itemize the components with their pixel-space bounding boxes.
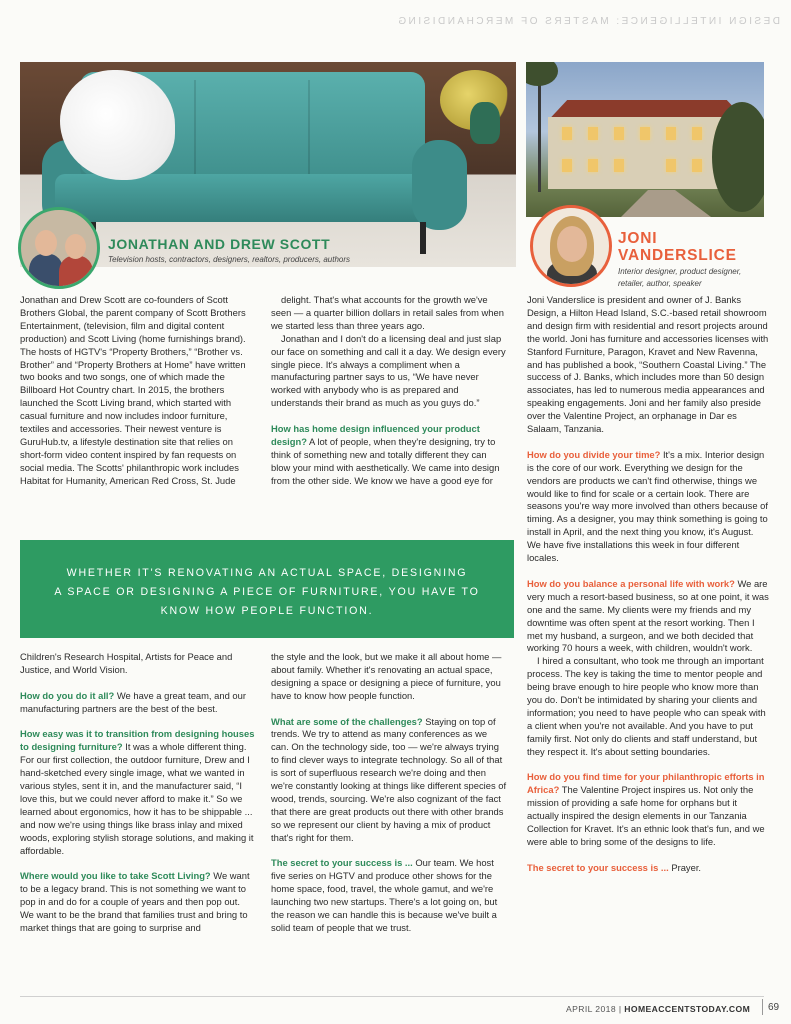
question: How do you find time for your philanthropic efforts in Africa?	[527, 771, 765, 796]
question: What are some of the challenges?	[271, 715, 423, 727]
walkway	[621, 190, 711, 217]
paragraph: delight. That's what accounts for the growth we've seen — a quarter billion dollars in retail sales from when we started less than three years ago.	[271, 294, 504, 331]
question: The secret to your success is ...	[527, 861, 669, 873]
pull-quote: WHETHER IT'S RENOVATING AN ACTUAL SPACE, DESIGNING A SPACE OR DESIGNING A PIECE OF FURNITURE, YOU HAVE TO KNOW HOW PEOPLE FUNCTION.	[20, 540, 514, 638]
qa-paragraph	[20, 870, 256, 935]
paragraph: Jonathan and Drew Scott are co-founders of Scott Brothers Global, the parent company of Scott Brothers Entertainment, (television, film and digital content production) and Scott Living (home furnishings brand). The hosts of HGTV's “Property Brothers,” “Brother vs. Brother” and “Property Brothers at Home” have written two books and two songs, one of which made the Billboard Hot Country chart. In 2015, the brothers launched the Scott Living brand, which started with casual furniture and now includes indoor furniture, textiles and accessories. Their newest venture is GuruHub.tv, a lifestyle destination site that relies on short-form video content inspired by fan requests on social media. The Scotts' philanthropic work includes Habitat for Humanity, American Red Cross, St. Jude	[20, 294, 246, 486]
paragraph: Children's Research Hospital, Artists for Peace and Justice, and World Vision.	[20, 651, 233, 675]
column-1-bottom	[20, 651, 256, 948]
footer-divider	[762, 999, 763, 1015]
paragraph: Joni Vanderslice is president and owner of J. Banks Design, a Hilton Head Island, S.C.-based retail showroom and design firm with residential and resort projects around the world. Joni has furniture and accessories licenses with Stanford Furniture, Paragon, Kravet and New Ravenna, and has published a book, “Southern Coastal Living.” The success of J. Banks, which includes more than 50 design associates, has led to numerous media appearances and speaking engagements. Joni and her family also preside over the Valentine Project, an orphanage in Dar es Salaam, Tanzania.	[527, 294, 769, 435]
website: HOMEACCENTSTODAY.COM	[624, 1004, 751, 1014]
question: Where would you like to take Scott Living?	[20, 870, 211, 882]
tree	[712, 102, 764, 212]
joni-vanderslice-portrait	[530, 205, 612, 287]
qa-paragraph	[271, 857, 507, 934]
qa-paragraph	[20, 690, 256, 716]
joni-name-heading: JONI VANDERSLICE	[618, 230, 737, 264]
column-3	[527, 294, 769, 888]
scott-brothers-portrait	[18, 207, 100, 289]
page-number: 69	[768, 1002, 780, 1013]
showroom-building-photo	[526, 62, 764, 217]
qa-paragraph	[527, 862, 769, 875]
paragraph: Jonathan and I don't do a licensing deal and just slap our face on something and call it a day. We design every single piece. It's always a compliment when a manufacturing partner says to us, “We have never worked with anybody who is as prepared and understands their brand as much as you guys do.”	[271, 332, 506, 409]
answer: We are very much a resort-based business, so at one point, it was one and the same. My clients were my friends and my downtime was often spent at the resort working. Then I met my husband, a surgeon, and we both decided that working 70 hours a week, with children, wouldn't work.	[527, 577, 769, 654]
sofa-arm-right	[412, 140, 467, 230]
qa-paragraph	[527, 771, 769, 848]
question: How do you do it all?	[20, 689, 115, 701]
paragraph: the style and the look, but we make it all about home — about family. Whether it's renovating an actual space, designing a space or designing a piece of furniture, you have to know how people function.	[271, 651, 502, 701]
scott-role: Television hosts, contractors, designers, realtors, producers, authors	[108, 255, 351, 264]
sofa-leg	[420, 222, 426, 254]
issue-date: APRIL 2018	[566, 1004, 617, 1014]
column-2-bottom	[271, 651, 507, 948]
column-2-top	[271, 294, 507, 500]
column-1-top	[20, 294, 256, 500]
question: How do you divide your time?	[527, 448, 661, 460]
answer: It was a whole different thing. For our first collection, the outdoor furniture, Drew and I hand-sketched every single image, what we wanted in various styles, sent it in, and the manufacturer said, “I love this, but we could never afford to make it.” So we learned about ergonomics, how it has to be shippable ... and now we're using things like brass inlay and mixed woods, exploring stylish storage solutions, and making it affordable.	[20, 741, 254, 856]
question: How easy was it to transition from designing houses to designing furniture?	[20, 728, 255, 753]
running-head: DESIGN INTELLIGENCE: MASTERS OF MERCHANDISING	[395, 16, 780, 27]
sofa-seat	[55, 174, 455, 222]
footer: APRIL 2018 | HOMEACCENTSTODAY.COM	[566, 1004, 751, 1014]
vase	[470, 102, 500, 144]
question: The secret to your success is ...	[271, 857, 413, 869]
answer: We want to be a legacy brand. This is not something we want to pop in and do for a couple of years and then pop out. We want to be the brand that families trust and bring to market things that are going to surprise and	[20, 870, 250, 933]
answer: It's a mix. Interior design is the core of our work. Everything we design for the vendors are products we can't find otherwise, things we would like to find for scale or a certain look. There are seasons you're way more involved than others because of timing. As a designer, you may think something is going to install in April, and the next thing you know, it's August. We have five installations this week in four different locales.	[527, 448, 768, 564]
answer: Our team. We host five series on HGTV and produce other shows for the home space, food, travel, the whole gamut, and we're launching two new startups. There's a lot going on, but the reason we can handle this is because we've built a solid team of people that we trust.	[271, 857, 498, 933]
footer-rule	[20, 996, 764, 997]
palm-tree	[526, 62, 558, 86]
qa-paragraph	[20, 728, 256, 857]
joni-role: Interior designer, product designer, retailer, author, speaker	[618, 267, 742, 288]
answer: We have a great team, and our manufacturing partners are the best of the best.	[20, 689, 246, 714]
answer: The Valentine Project inspires us. Not only the mission of providing a safe home for orphans but it actually inspired the design elements in our Tanzania Collection for Kravet. It's an ethnic look that's fun, and we were able to bring some of the designs to life.	[527, 784, 765, 848]
scott-name-heading: JONATHAN AND DREW SCOTT	[108, 236, 331, 252]
paragraph: I hired a consultant, who took me through an important process. The key is taking the time to mentor people and being brave enough to hire people who know more than you do. Don't be intimidated by sharing your clients and information; you need to have people who can speak with a client when you're not available. And you have to put family first. Not only do clients and staff understand, but they respect it. It's about setting boundaries.	[527, 655, 766, 757]
qa-paragraph	[527, 449, 769, 565]
answer: Staying on top of trends. We try to attend as many conferences as we can. On the technology side, too — we're always trying to find clever ways to integrate technology. So all of that is sort of superfluous research we're doing and then we're constantly looking at things like different species of wood, trends, sourcing. We're also cognizant of the fact that there are great products out there with other brands so we represent our client by having a mix of product that's right for them.	[271, 715, 507, 843]
answer: A lot of people, when they're designing, try to think of something new and totally different they can blow your mind with aesthetically. We came into design from the other side. We know we have a good eye for	[271, 435, 500, 486]
qa-paragraph	[271, 716, 507, 845]
question: How do you balance a personal life with work?	[527, 577, 735, 589]
answer: Prayer.	[668, 861, 702, 873]
qa-paragraph	[271, 423, 507, 488]
qa-paragraph	[527, 578, 769, 655]
question: How has home design influenced your product design?	[271, 423, 480, 447]
building-roof	[542, 100, 752, 118]
